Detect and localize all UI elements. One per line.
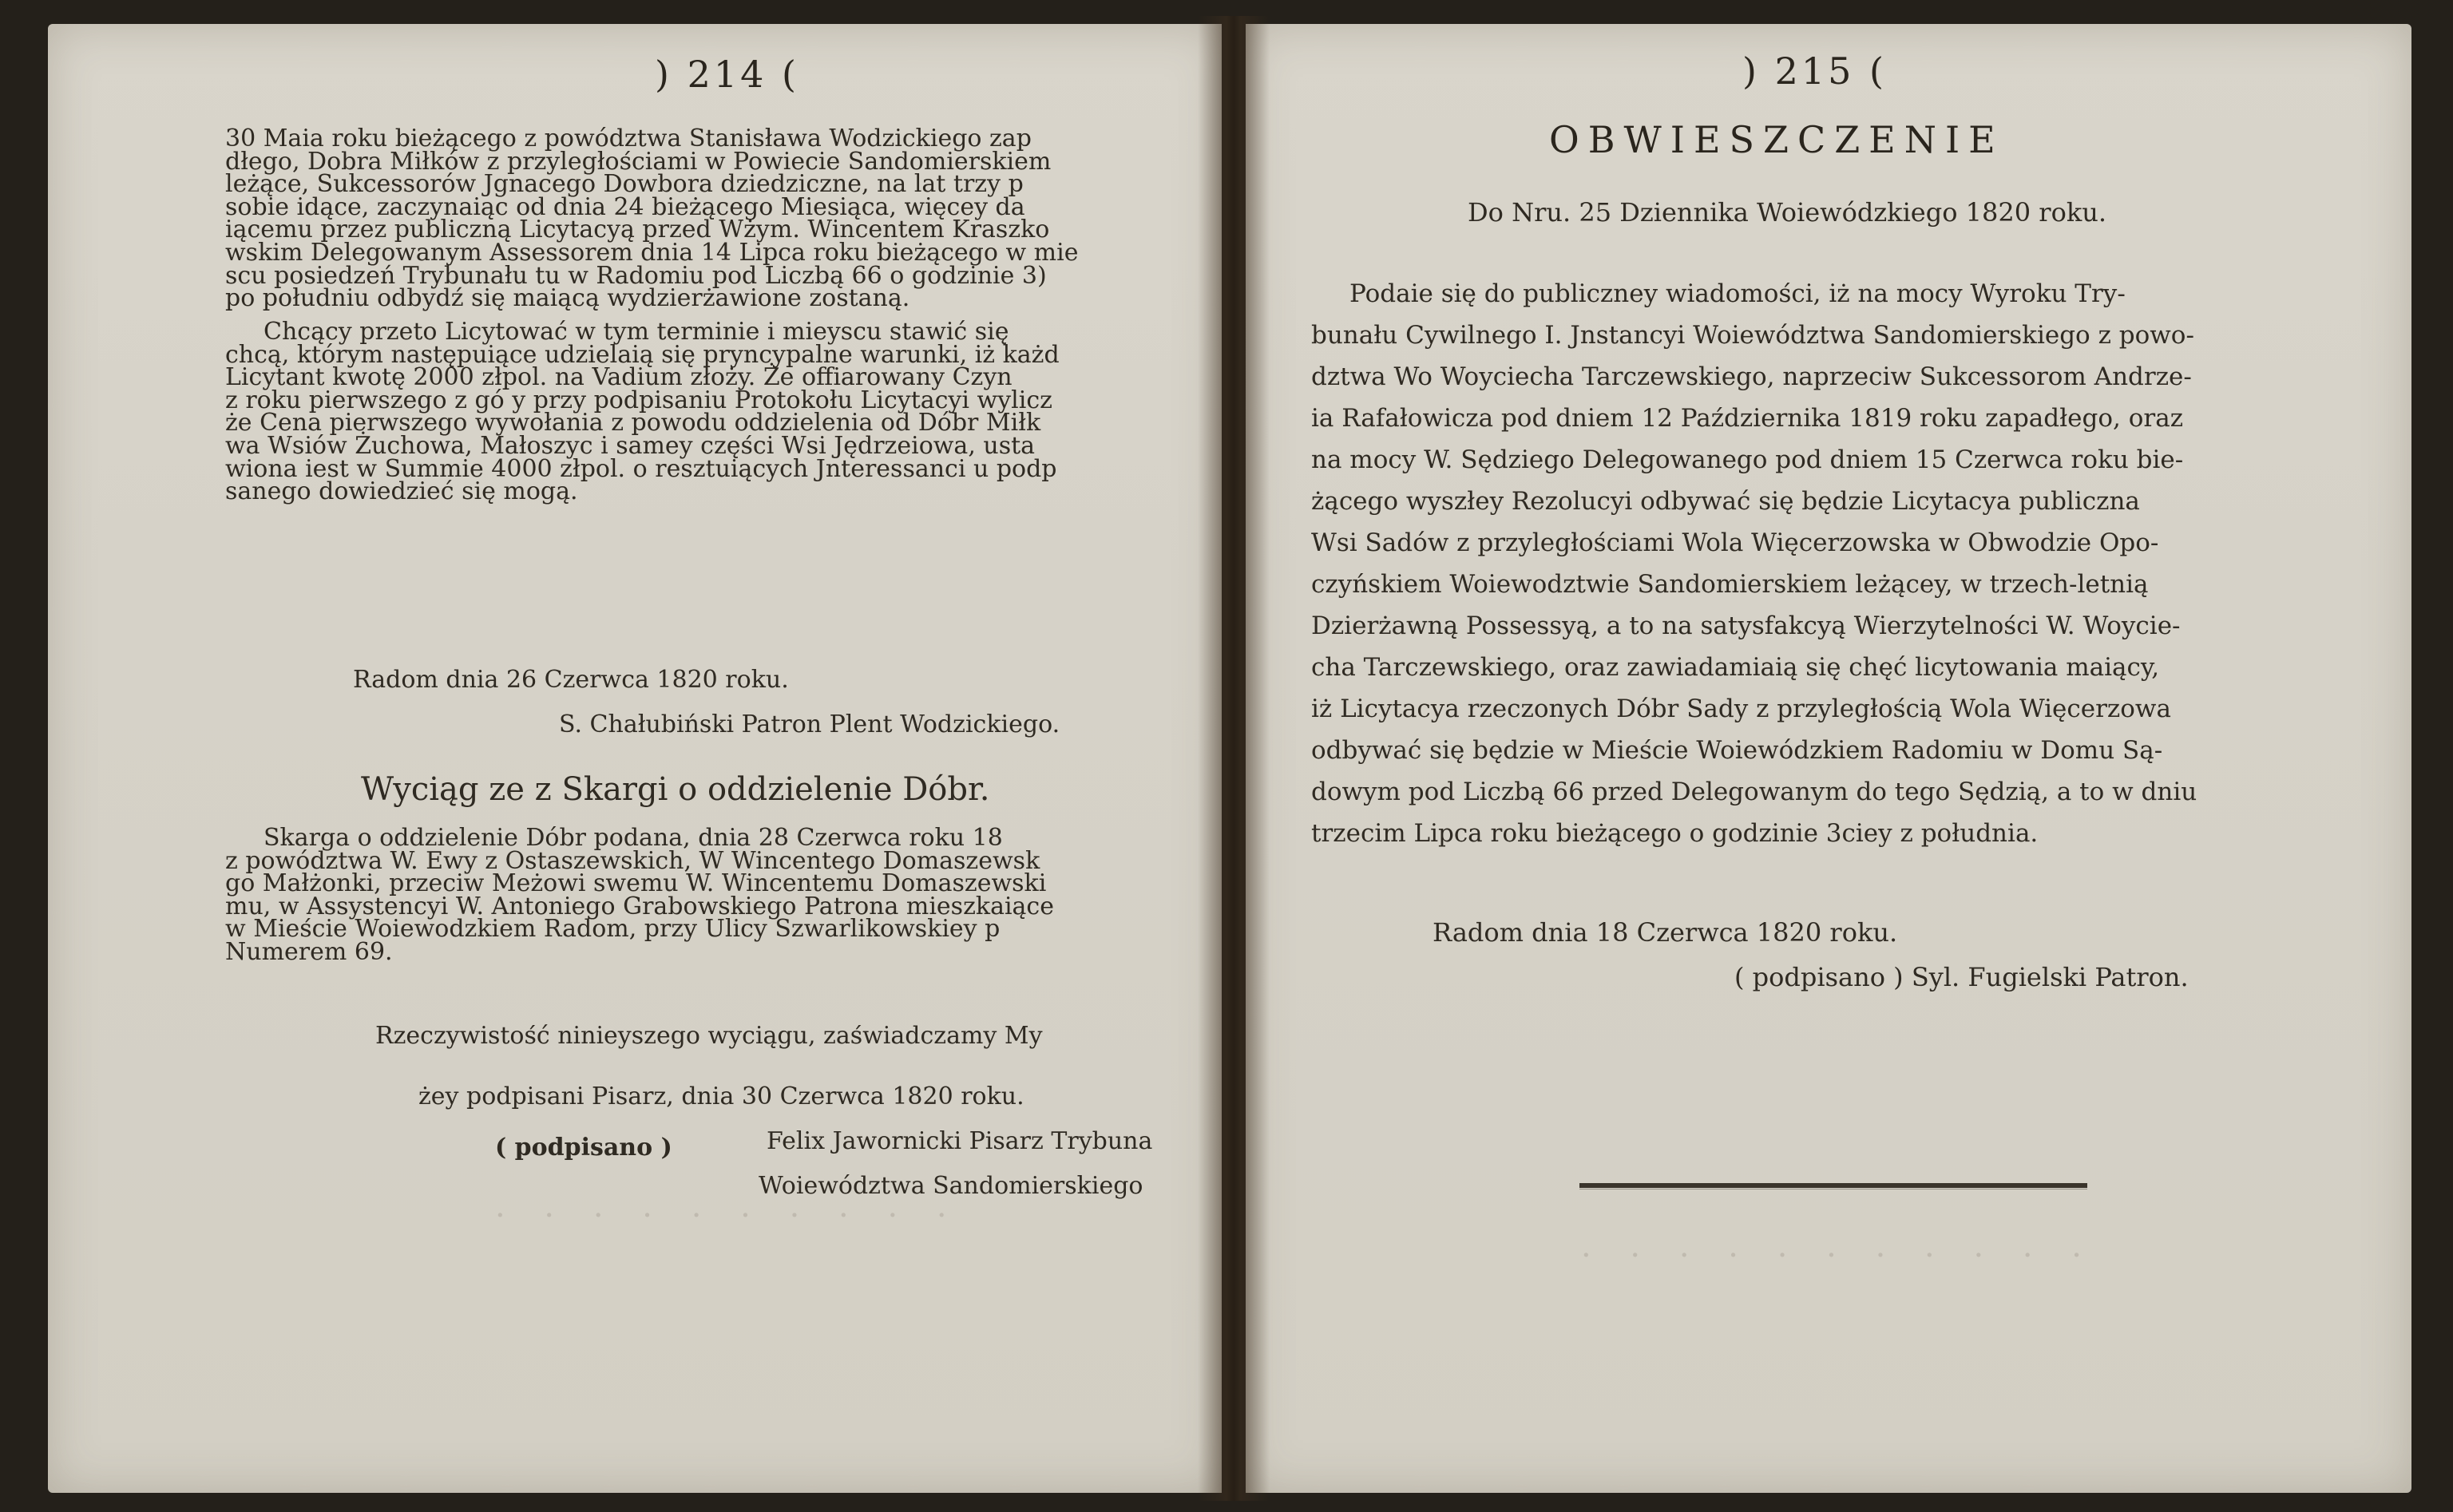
left-certification-line-1: Rzeczywistość ninieyszego wyciągu, zaświadczamy My (375, 1022, 1043, 1050)
text-line: wskim Delegowanym Assessorem dnia 14 Lipca roku bieżącego w mie (225, 238, 1079, 267)
text-line: po południu odbydź się maiącą wydzierżawione zostaną. (225, 284, 910, 313)
book-gutter (1198, 16, 1270, 1501)
right-page (1246, 24, 2411, 1493)
text-line: czyńskiem Woiewodztwie Sandomierskiem leżącey, w trzech-letnią (1311, 570, 2149, 599)
text-line: Podaie się do publiczney wiadomości, iż na mocy Wyroku Try- (1349, 279, 2126, 308)
text-line: iż Licytacya rzeczonych Dóbr Sady z przyległością Wola Więcerzowa (1311, 695, 2171, 723)
text-line: wa Wsiów Żuchowa, Małoszyc i samey części Wsi Jędrzeiowa, usta (225, 431, 1036, 460)
left-signed-label: ( podpisano ) (495, 1134, 672, 1162)
text-line: Dzierżawną Possessyą, a to na satysfakcyą Wierzytelności W. Woycie- (1311, 612, 2181, 640)
left-date-1: Radom dnia 26 Czerwca 1820 roku. (353, 666, 789, 694)
text-line: na mocy W. Sędziego Delegowanego pod dniem 15 Czerwca roku bie- (1311, 445, 2184, 474)
notice-date: Radom dnia 18 Czerwca 1820 roku. (1433, 917, 1898, 948)
bleed-through-text: · · · · · · · · · · (495, 1197, 961, 1234)
left-paragraph-3 (225, 824, 1215, 966)
text-line: z powództwa W. Ewy z Ostaszewskich, W Wincentego Domaszewsk (225, 846, 1040, 875)
left-certification-line-2: żey podpisani Pisarz, dnia 30 Czerwca 1820 roku. (418, 1083, 1024, 1110)
text-line: sanego dowiedzieć się mogą. (225, 477, 578, 506)
text-line: Skarga o oddzielenie Dóbr podana, dnia 28 Czerwca roku 18 (264, 824, 1003, 852)
text-line: dłego, Dobra Miłków z przyległościami w Powiecie Sandomierskiem (225, 147, 1052, 176)
left-paragraph-2 (225, 318, 1215, 506)
bleed-through-text: · · · · · · · · · · · (1581, 1237, 2097, 1274)
left-page (48, 24, 1222, 1493)
text-line: w Mieście Woiewodzkiem Radom, przy Ulicy Szwarlikowskiey p (225, 915, 1001, 944)
closing-rule (1579, 1183, 2087, 1188)
text-line: 30 Maia roku bieżącego z powództwa Stanisława Wodzickiego zap (225, 125, 1032, 152)
text-line: mu, w Assystencyi W. Antoniego Grabowskiego Patrona mieszkaiące (225, 892, 1054, 920)
text-line: chcą, którym następuiące udzielaią się pryncypalne warunki, iż każd (225, 340, 1060, 369)
text-line: Numerem 69. (225, 937, 393, 966)
text-line: że Cena pierwszego wywołania z powodu oddzielenia od Dóbr Miłk (225, 409, 1041, 437)
text-line: sobie idące, zaczynaiąc od dnia 24 bieżącego Miesiąca, więcey da (225, 192, 1025, 221)
text-line: Wsi Sadów z przyległościami Wola Więcerzowska w Obwodzie Opo- (1311, 528, 2159, 557)
text-line: z roku pierwszego z gó y przy podpisaniu Protokołu Licytacyi wylicz (225, 386, 1052, 414)
text-line: żącego wyszłey Rezolucyi odbywać się będzie Licytacya publiczna (1311, 487, 2140, 516)
notice-signature: ( podpisano ) Syl. Fugielski Patron. (1734, 962, 2189, 992)
text-line: iącemu przez publiczną Licytacyą przed Wżym. Wincentem Kraszko (225, 216, 1050, 244)
left-signature-2-line-2: Woiewództwa Sandomierskiego (759, 1172, 1143, 1200)
text-line: scu posiedzeń Trybunału tu w Radomiu pod Liczbą 66 o godzinie 3) (225, 261, 1047, 290)
text-line: bunału Cywilnego I. Jnstancyi Woiewództwa Sandomierskiego z powo- (1311, 321, 2194, 350)
text-line: cha Tarczewskiego, oraz zawiadamiaią się chęć licytowania maiący, (1311, 653, 2160, 682)
text-line: trzecim Lipca roku bieżącego o godzinie 3ciey z południa. (1311, 819, 2039, 848)
left-paragraph-1 (225, 125, 1215, 313)
notice-subtitle: Do Nru. 25 Dziennika Woiewódzkiego 1820 roku. (1468, 197, 2106, 228)
left-section-heading: Wyciąg ze z Skargi o oddzielenie Dóbr. (361, 771, 990, 808)
notice-title: OBWIESZCZENIE (1549, 118, 2004, 161)
text-line: go Małżonki, przeciw Meżowi swemu W. Wincentemu Domaszewski (225, 869, 1047, 898)
left-signature-1: S. Chałubiński Patron Plent Wodzickiego. (559, 710, 1060, 738)
right-page-number: ) 215 ( (1742, 49, 1887, 93)
left-signature-2-line-1: Felix Jawornicki Pisarz Trybuna (767, 1127, 1153, 1155)
text-line: wiona iest w Summie 4000 złpol. o resztuiących Jnteressanci u podp (225, 454, 1057, 483)
text-line: odbywać się będzie w Mieście Woiewódzkiem Radomiu w Domu Są- (1311, 736, 2163, 765)
notice-body (1311, 273, 2381, 854)
text-line: ia Rafałowicza pod dniem 12 Października 1819 roku zapadłego, oraz (1311, 404, 2184, 433)
text-line: dowym pod Liczbą 66 przed Delegowanym do tego Sędzią, a to w dniu (1311, 778, 2197, 806)
text-line: dztwa Wo Woyciecha Tarczewskiego, naprzeciw Sukcessorom Andrze- (1311, 362, 2192, 391)
left-page-number: ) 214 ( (655, 53, 799, 96)
text-line: leżące, Sukcessorów Jgnacego Dowbora dziedziczne, na lat trzy p (225, 170, 1024, 199)
text-line: Chcący przeto Licytować w tym terminie i mieyscu stawić się (264, 318, 1009, 346)
text-line: Licytant kwotę 2000 złpol. na Vadium złoży. Że offiarowany Czyn (225, 363, 1013, 392)
